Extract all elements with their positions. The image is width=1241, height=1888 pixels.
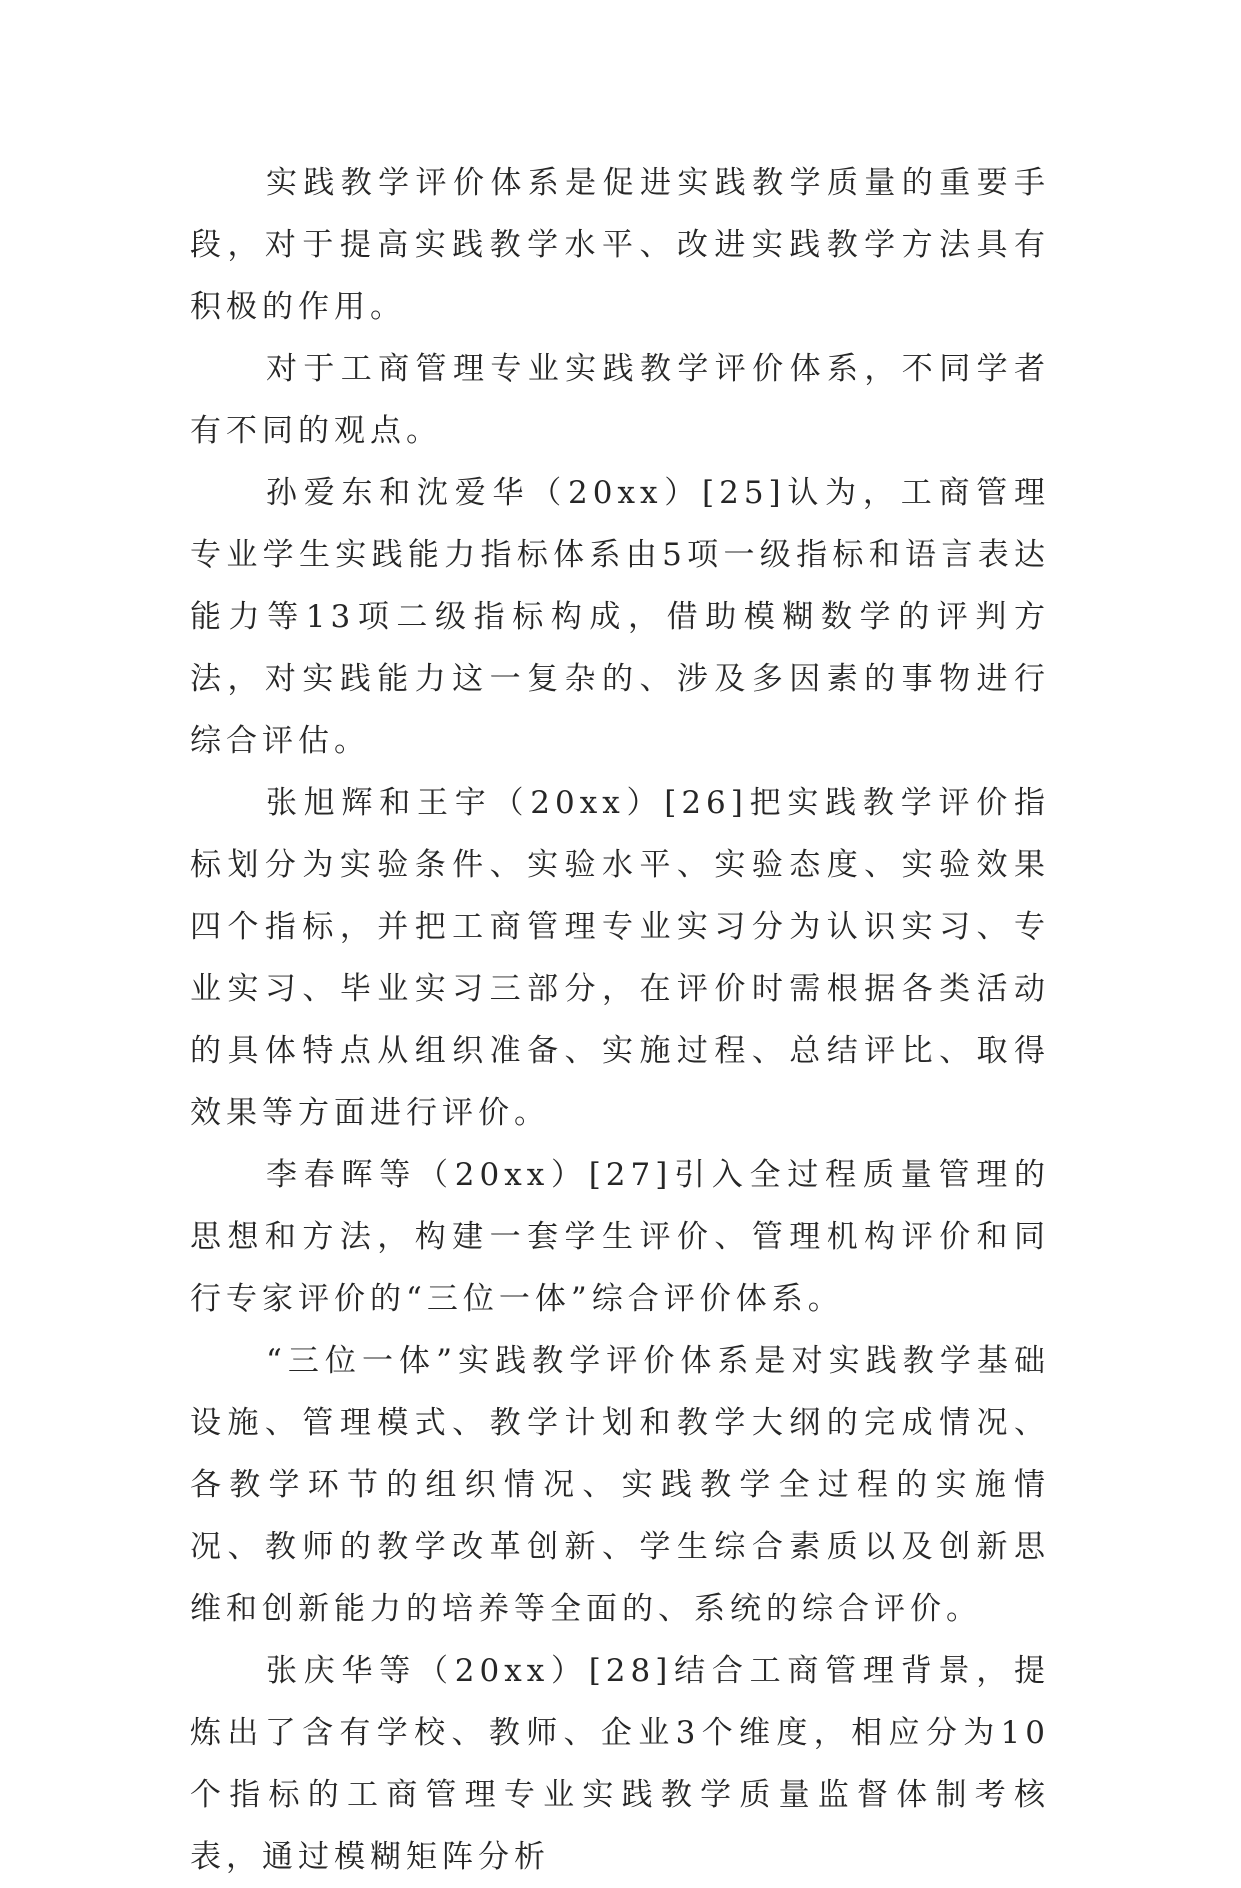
paragraph-6: “三位一体”实践教学评价体系是对实践教学基础设施、管理模式、教学计划和教学大纲的完成情况、各教学环节的组织情况、实践教学全过程的实施情况、教师的教学改革创新、学生综合素质以及创新思维和创新能力的培养等全面的、系统的综合评价。 (190, 1343, 1050, 1627)
paragraph-3: 孙爱东和沈爱华（20xx）[25]认为，工商管理专业学生实践能力指标体系由5项一级指标和语言表达能力等13项二级指标构成，借助模糊数学的评判方法，对实践能力这一复杂的、涉及多因素的事物进行综合评估。 (190, 475, 1050, 759)
paragraph-5: 李春晖等（20xx）[27]引入全过程质量管理的思想和方法，构建一套学生评价、管理机构评价和同行专家评价的“三位一体”综合评价体系。 (190, 1157, 1050, 1317)
body-text (190, 152, 1050, 1888)
paragraph-2: 对于工商管理专业实践教学评价体系，不同学者有不同的观点。 (190, 351, 1050, 449)
paragraph-4: 张旭辉和王宇（20xx）[26]把实践教学评价指标划分为实验条件、实验水平、实验态度、实验效果四个指标，并把工商管理专业实习分为认识实习、专业实习、毕业实习三部分，在评价时需根据各类活动的具体特点从组织准备、实施过程、总结评比、取得效果等方面进行评价。 (190, 785, 1050, 1131)
paragraph-1: 实践教学评价体系是促进实践教学质量的重要手段，对于提高实践教学水平、改进实践教学方法具有积极的作用。 (190, 165, 1050, 325)
paragraph-7: 张庆华等（20xx）[28]结合工商管理背景，提炼出了含有学校、教师、企业3个维度，相应分为10个指标的工商管理专业实践教学质量监督体制考核表，通过模糊矩阵分析 (190, 1653, 1050, 1875)
